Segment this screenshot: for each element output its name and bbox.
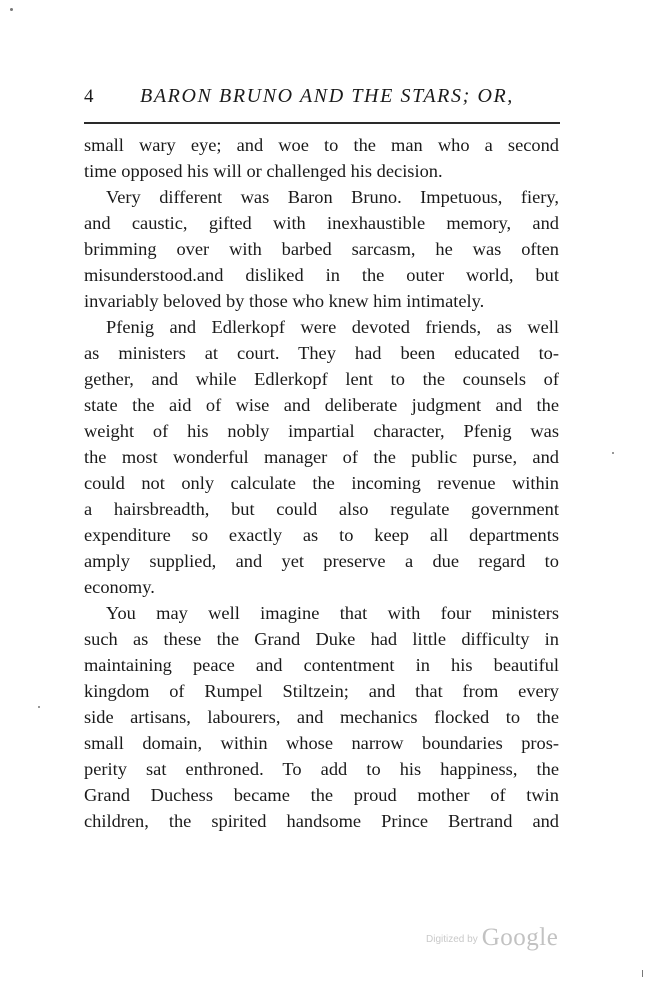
text-line: the most wonderful manager of the public purse, and [84,447,559,467]
text-line: perity sat enthroned. To add to his happiness, the [84,759,559,779]
scan-speck [38,706,40,708]
text-line: weight of his nobly impartial character, Pfenig was [84,421,559,441]
text-line: invariably beloved by those who knew him intimately. [84,291,485,311]
text-line: Grand Duchess became the proud mother of twin [84,785,559,805]
watermark-brand: Google [481,924,559,951]
page-header [84,82,560,110]
text-line: small wary eye; and woe to the man who a second [84,135,559,155]
text-line: state the aid of wise and deliberate judgment and the [84,395,559,415]
text-line: You may well imagine that with four ministers [106,603,559,623]
text-line: time opposed his will or challenged his decision. [84,161,443,181]
text-line: amply supplied, and yet preserve a due regard to [84,551,559,571]
text-line: brimming over with barbed sarcasm, he was often [84,239,559,259]
watermark-prefix: Digitized by [426,934,478,945]
text-line: expenditure so exactly as to keep all departments [84,525,559,545]
text-line: such as these the Grand Duke had little difficulty in [84,629,559,649]
text-line: Very different was Baron Bruno. Impetuous, fiery, [106,187,559,207]
text-line: a hairsbreadth, but could also regulate government [84,499,559,519]
scan-speck [10,8,13,11]
text-line: side artisans, labourers, and mechanics flocked to the [84,707,559,727]
scan-speck [642,970,643,977]
text-line: kingdom of Rumpel Stiltzein; and that from every [84,681,559,701]
text-line: and caustic, gifted with inexhaustible memory, and [84,213,559,233]
text-line: small domain, within whose narrow boundaries pros- [84,733,559,753]
header-rule [84,122,560,124]
text-line: could not only calculate the incoming revenue within [84,473,559,493]
text-line: gether, and while Edlerkopf lent to the counsels of [84,369,559,389]
body-text [84,132,559,834]
text-line: as ministers at court. They had been educated to- [84,343,559,363]
running-title: BARON BRUNO AND THE STARS; OR, [140,85,514,107]
text-line: economy. [84,577,155,597]
text-line: maintaining peace and contentment in his beautiful [84,655,559,675]
text-line: misunderstood.and disliked in the outer world, but [84,265,559,285]
text-line: Pfenig and Edlerkopf were devoted friends, as well [106,317,559,337]
text-line: children, the spirited handsome Prince Bertrand and [84,811,559,831]
scan-speck [612,452,614,454]
digitization-watermark [426,924,558,952]
page-number: 4 [84,86,94,107]
